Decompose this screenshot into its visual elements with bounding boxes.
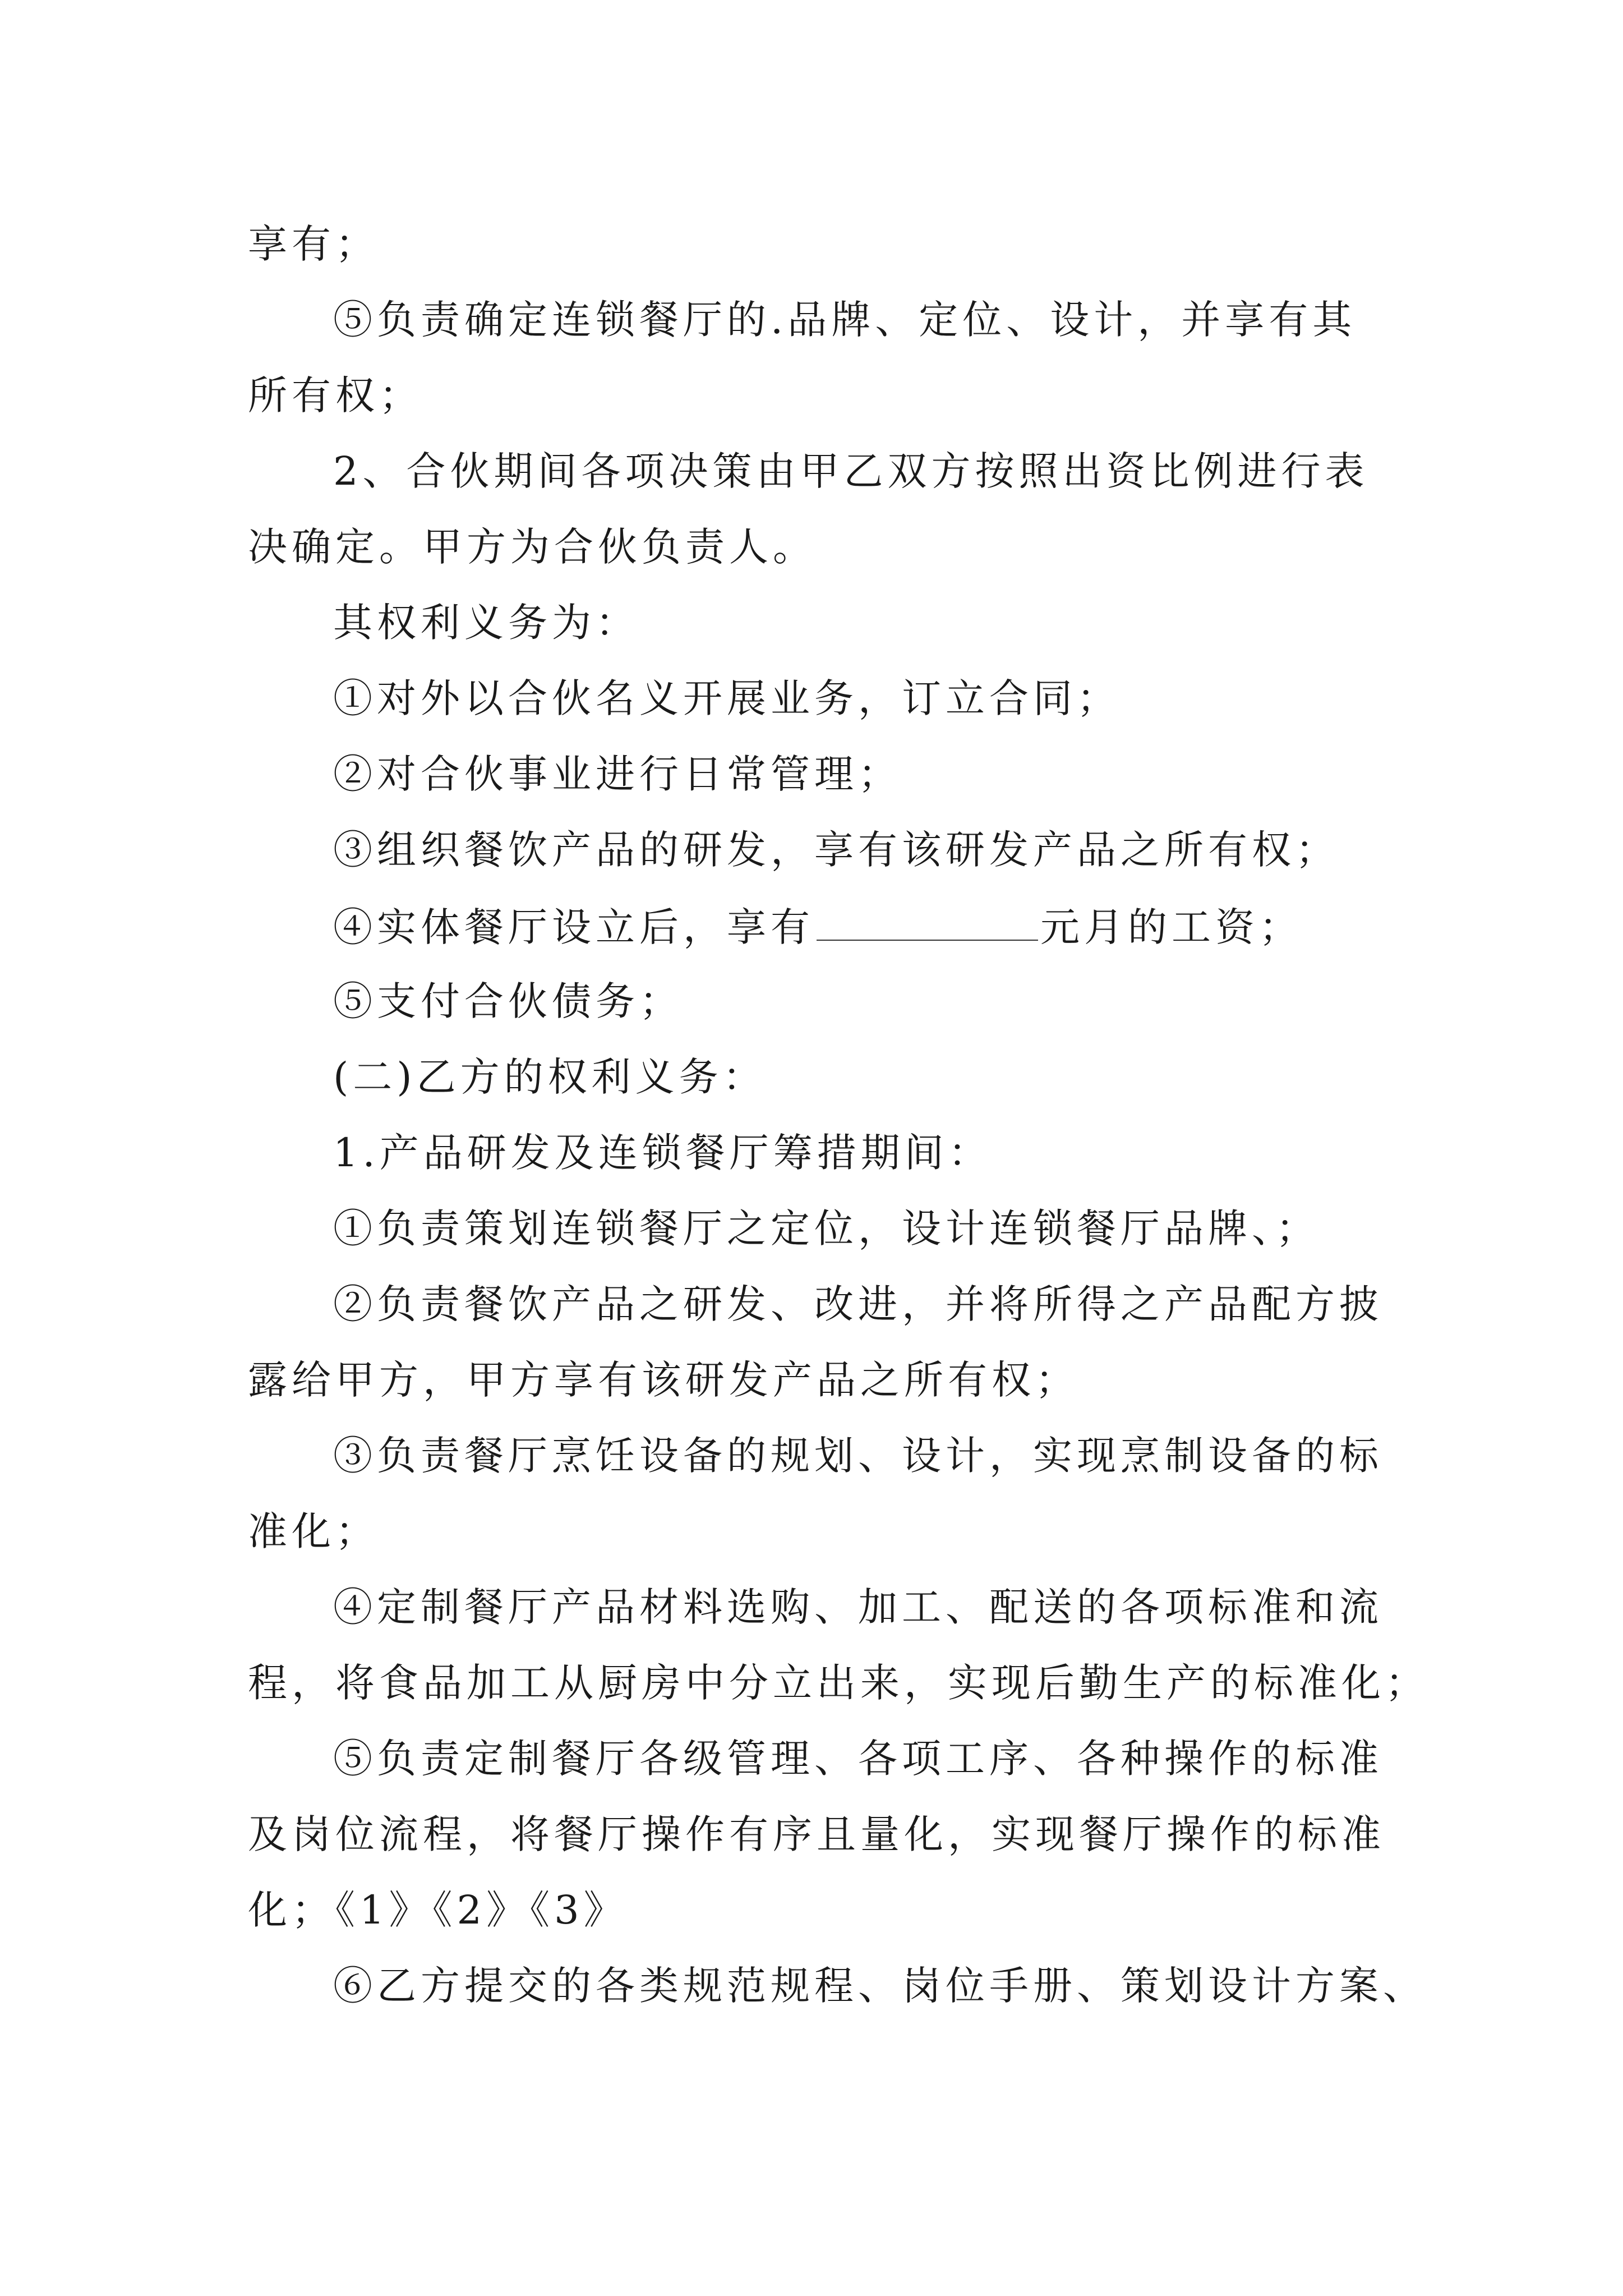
text-line: 决确定。甲方为合伙负责人。 xyxy=(248,524,817,570)
text-line: ②对合伙事业进行日常管理； xyxy=(333,751,902,797)
section-heading: (二)乙方的权利义务： xyxy=(333,1054,767,1100)
text-line: 2、合伙期间各项决策由甲乙双方按照出资比例进行表 xyxy=(333,448,1369,494)
text-line: ⑤负责定制餐厅各级管理、各项工序、各种操作的标准 xyxy=(333,1736,1383,1782)
salary-line-prefix: ④实体餐厅设立后，享有 xyxy=(333,904,814,950)
text-line: ⑤负责确定连锁餐厅的.品牌、定位、设计，并享有其 xyxy=(333,297,1357,343)
text-line: ⑤支付合伙债务； xyxy=(333,978,683,1024)
text-line: ③组织餐饮产品的研发，享有该研发产品之所有权； xyxy=(333,827,1339,873)
text-line: ④定制餐厅产品材料选购、加工、配送的各项标准和流 xyxy=(333,1584,1383,1630)
text-line: 1.产品研发及连锁餐厅筹措期间： xyxy=(333,1130,992,1176)
salary-line-suffix: 元月的工资； xyxy=(1040,904,1303,950)
text-line: ③负责餐厅烹饪设备的规划、设计，实现烹制设备的标 xyxy=(333,1433,1383,1479)
text-line: 享有； xyxy=(248,221,379,267)
text-line: 露给甲方，甲方享有该研发产品之所有权； xyxy=(248,1357,1079,1403)
text-line: 准化； xyxy=(248,1508,379,1554)
text-line: 其权利义务为： xyxy=(333,600,639,646)
text-line: 所有权； xyxy=(248,372,423,418)
text-line: 化；《1》《2》《3》 xyxy=(248,1887,628,1933)
text-line: ①对外以合伙名义开展业务，订立合同； xyxy=(333,675,1121,721)
text-line: ①负责策划连锁餐厅之定位，设计连锁餐厅品牌、； xyxy=(333,1205,1320,1251)
text-line: 程，将食品加工从厨房中分立出来，实现后勤生产的标准化； xyxy=(248,1660,1429,1706)
text-line: 及岗位流程，将餐厅操作有序且量化，实现餐厅操作的标准 xyxy=(248,1811,1385,1857)
text-line: ⑥乙方提交的各类规范规程、岗位手册、策划设计方案、 xyxy=(333,1963,1427,2009)
salary-line xyxy=(333,904,1303,950)
salary-blank-field xyxy=(817,906,1038,941)
text-line: ②负责餐饮产品之研发、改进，并将所得之产品配方披 xyxy=(333,1281,1383,1327)
